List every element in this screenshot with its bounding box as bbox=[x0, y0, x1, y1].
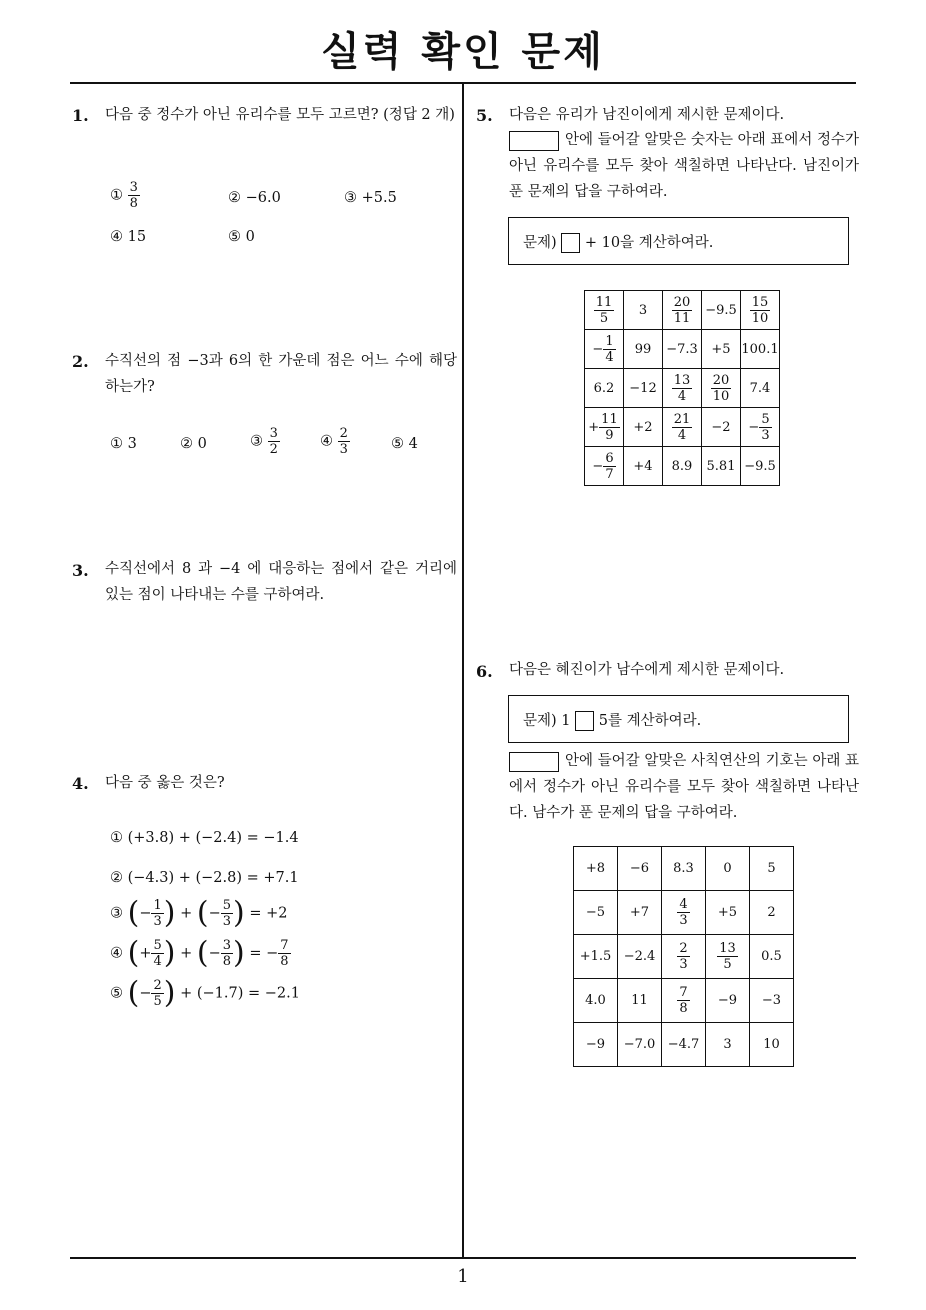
answer-blank bbox=[509, 752, 559, 772]
denominator: 3 bbox=[679, 913, 688, 928]
page-number: 1 bbox=[457, 1266, 469, 1287]
table-cell: −9 bbox=[706, 979, 750, 1023]
sign: − bbox=[592, 458, 604, 474]
table-row bbox=[574, 891, 794, 935]
table-cell: 99 bbox=[624, 330, 663, 369]
table-cell: 100.1 bbox=[741, 330, 780, 369]
table-cell: −9.5 bbox=[741, 447, 780, 486]
table-cell bbox=[706, 935, 750, 979]
table-cell bbox=[662, 979, 706, 1023]
question-number: 1. bbox=[72, 106, 89, 125]
numerator: 4 bbox=[679, 897, 688, 912]
fraction bbox=[711, 373, 732, 404]
fraction bbox=[151, 978, 163, 1009]
numerator: 21 bbox=[673, 411, 691, 427]
q1-option-2: ② −6.0 bbox=[228, 190, 281, 206]
question-intro: 다음은 유리가 남진이에게 제시한 문제이다. bbox=[509, 107, 785, 123]
question-intro: 다음은 혜진이가 남수에게 제시한 문제이다. bbox=[509, 662, 785, 678]
denominator: 4 bbox=[677, 388, 687, 404]
fraction bbox=[759, 412, 771, 443]
denominator: 10 bbox=[751, 310, 769, 326]
fraction bbox=[603, 334, 615, 365]
denominator: 10 bbox=[712, 388, 730, 404]
denominator: 5 bbox=[153, 994, 162, 1009]
q1-option-3: ③ +5.5 bbox=[344, 190, 397, 206]
numerator: 20 bbox=[673, 294, 691, 310]
fraction bbox=[128, 180, 140, 211]
table-cell: +7 bbox=[618, 891, 662, 935]
table-cell: 5.81 bbox=[702, 447, 741, 486]
numerator: 11 bbox=[601, 411, 618, 427]
q2-option-2: ② 0 bbox=[180, 436, 207, 452]
option-mark: ① bbox=[110, 187, 123, 204]
q4-option-3: ③ (− $\frac{1}{3}$ ) + (− $\frac{5}{3}$ ) = +2 bbox=[110, 895, 288, 931]
table-row bbox=[585, 291, 780, 330]
question-number: 6. bbox=[476, 662, 493, 681]
sign: − bbox=[748, 419, 760, 435]
table-cell: +1.5 bbox=[574, 935, 618, 979]
table-row bbox=[574, 1023, 794, 1067]
fraction bbox=[599, 412, 620, 443]
table-cell: +8 bbox=[574, 847, 618, 891]
question-number: 4. bbox=[72, 774, 89, 793]
q1-option-1 bbox=[110, 180, 140, 211]
table-cell bbox=[741, 408, 780, 447]
table-cell bbox=[585, 291, 624, 330]
question-text: 다음 중 정수가 아닌 유리수를 모두 고르면? (정답 2 개) bbox=[105, 107, 455, 123]
denominator: 8 bbox=[129, 196, 138, 211]
numerator: 3 bbox=[269, 426, 278, 441]
table-cell: 8.3 bbox=[662, 847, 706, 891]
table-cell: 3 bbox=[706, 1023, 750, 1067]
q2-option-5: ⑤ 4 bbox=[391, 436, 418, 452]
table-cell: −7.3 bbox=[663, 330, 702, 369]
option-mark: ④ bbox=[320, 433, 333, 450]
numerator: 5 bbox=[222, 898, 232, 913]
table-cell: −9.5 bbox=[702, 291, 741, 330]
denominator: 3 bbox=[761, 427, 770, 443]
q1-option-5: ⑤ 0 bbox=[228, 229, 255, 245]
table-cell: −2.4 bbox=[618, 935, 662, 979]
numerator: 13 bbox=[673, 372, 691, 388]
question-text: 수직선의 점 −3과 6의 한 가운데 점은 어느 수에 해당하는가? bbox=[105, 353, 457, 395]
fraction bbox=[278, 938, 290, 969]
q4-option-4: ④ (+ $\frac{5}{4}$ ) + (− $\frac{3}{8}$ ) = − $\frac{7}{8}$ bbox=[110, 935, 289, 971]
fraction bbox=[151, 898, 163, 929]
fraction bbox=[672, 295, 693, 326]
table-cell: +2 bbox=[624, 408, 663, 447]
table-row bbox=[585, 408, 780, 447]
table-cell bbox=[702, 369, 741, 408]
number-table bbox=[584, 290, 780, 486]
table-cell bbox=[663, 291, 702, 330]
box-suffix: 5를 계산하여라. bbox=[598, 713, 702, 729]
denominator: 8 bbox=[222, 954, 232, 969]
table-cell bbox=[585, 447, 624, 486]
denominator: 3 bbox=[339, 442, 348, 457]
table-cell: 0 bbox=[706, 847, 750, 891]
table-cell bbox=[663, 369, 702, 408]
table-row bbox=[585, 369, 780, 408]
result: = +2 bbox=[249, 905, 288, 922]
denominator: 3 bbox=[679, 957, 688, 972]
bottom-rule bbox=[70, 1257, 856, 1259]
table-row bbox=[574, 935, 794, 979]
numerator: 2 bbox=[153, 978, 162, 993]
fraction bbox=[151, 938, 163, 969]
question-text: 안에 들어갈 알맞은 숫자는 아래 표에서 정수가 아닌 유리수를 모두 찾아 색칠하면 나타난다. 남진이가 푼 문제의 답을 구하여라. bbox=[509, 132, 859, 200]
box-prefix: 문제) 1 bbox=[523, 713, 571, 729]
sign: − bbox=[208, 905, 221, 922]
denominator: 2 bbox=[269, 442, 278, 457]
table-cell: −6 bbox=[618, 847, 662, 891]
question-text: 안에 들어갈 알맞은 사칙연산의 기호는 아래 표에서 정수가 아닌 유리수를 모두 찾아 색칠하면 나타난다. 남수가 푼 문제의 답을 구하여라. bbox=[509, 753, 859, 821]
table-cell: 7.4 bbox=[741, 369, 780, 408]
numerator: 2 bbox=[679, 941, 688, 956]
fraction bbox=[221, 898, 233, 929]
table-cell: 11 bbox=[618, 979, 662, 1023]
q2-option-1: ① 3 bbox=[110, 436, 137, 452]
option-mark: ③ bbox=[250, 433, 263, 450]
table-row bbox=[574, 979, 794, 1023]
operator: + bbox=[180, 905, 193, 922]
denominator: 8 bbox=[679, 1001, 688, 1016]
answer-blank bbox=[575, 711, 594, 731]
table-row bbox=[585, 330, 780, 369]
question-number: 2. bbox=[72, 352, 89, 371]
fraction bbox=[221, 938, 233, 969]
denominator: 7 bbox=[605, 466, 614, 482]
numerator: 15 bbox=[751, 294, 769, 310]
table-cell: −3 bbox=[750, 979, 794, 1023]
table-cell bbox=[741, 291, 780, 330]
expression-rest: + (−1.7) = −2.1 bbox=[180, 985, 300, 1002]
operator: + bbox=[180, 945, 193, 962]
q2-option-4 bbox=[320, 426, 350, 457]
table-cell: 5 bbox=[750, 847, 794, 891]
fraction bbox=[603, 451, 615, 482]
fraction bbox=[672, 373, 693, 404]
table-cell: 4.0 bbox=[574, 979, 618, 1023]
sign: − bbox=[592, 341, 604, 357]
table-cell: −9 bbox=[574, 1023, 618, 1067]
denominator: 3 bbox=[153, 914, 162, 929]
table-cell: 3 bbox=[624, 291, 663, 330]
number-table bbox=[573, 846, 794, 1067]
fraction bbox=[717, 941, 738, 972]
numerator: 3 bbox=[129, 180, 138, 195]
numerator: 3 bbox=[222, 938, 232, 953]
denominator: 4 bbox=[677, 427, 687, 443]
q4-option-1: ① (+3.8) + (−2.4) = −1.4 bbox=[110, 830, 299, 846]
option-mark: ③ bbox=[110, 905, 123, 922]
numerator: 1 bbox=[153, 898, 162, 913]
q1-option-4: ④ 15 bbox=[110, 229, 147, 245]
option-mark: ⑤ bbox=[110, 985, 123, 1002]
numerator: 11 bbox=[595, 294, 613, 310]
fraction bbox=[594, 295, 615, 326]
sign: + bbox=[588, 419, 600, 435]
table-cell: 6.2 bbox=[585, 369, 624, 408]
denominator: 3 bbox=[222, 914, 232, 929]
table-cell: −2 bbox=[702, 408, 741, 447]
denominator: 11 bbox=[673, 310, 691, 326]
table-cell bbox=[662, 935, 706, 979]
table-cell: +5 bbox=[702, 330, 741, 369]
sign: − bbox=[139, 985, 152, 1002]
table-cell bbox=[662, 891, 706, 935]
question-text: 수직선에서 8 과 −4 에 대응하는 점에서 같은 거리에 있는 점이 나타내는 수를 구하여라. bbox=[105, 561, 457, 603]
box-suffix: + 10을 계산하여라. bbox=[584, 235, 714, 251]
problem-box bbox=[508, 695, 849, 743]
denominator: 8 bbox=[280, 954, 289, 969]
numerator: 2 bbox=[339, 426, 348, 441]
table-cell: 2 bbox=[750, 891, 794, 935]
fraction bbox=[677, 897, 689, 928]
fraction bbox=[338, 426, 350, 457]
table-row bbox=[574, 847, 794, 891]
question-number: 3. bbox=[72, 561, 89, 580]
sign: + bbox=[139, 945, 152, 962]
fraction bbox=[677, 985, 689, 1016]
box-prefix: 문제) bbox=[523, 235, 557, 251]
denominator: 5 bbox=[723, 957, 732, 972]
numerator: 13 bbox=[719, 941, 736, 956]
table-cell bbox=[585, 330, 624, 369]
table-cell: 10 bbox=[750, 1023, 794, 1067]
numerator: 6 bbox=[605, 450, 614, 466]
fraction bbox=[677, 941, 689, 972]
sign: − bbox=[139, 905, 152, 922]
question-number: 5. bbox=[476, 106, 493, 125]
fraction bbox=[268, 426, 280, 457]
answer-blank bbox=[509, 131, 559, 151]
table-cell: 8.9 bbox=[663, 447, 702, 486]
problem-box bbox=[508, 217, 849, 265]
result: = − bbox=[249, 945, 279, 962]
fraction bbox=[750, 295, 771, 326]
table-cell: −5 bbox=[574, 891, 618, 935]
numerator: 1 bbox=[605, 333, 614, 349]
table-cell: 0.5 bbox=[750, 935, 794, 979]
sign: − bbox=[208, 945, 221, 962]
question-text: 다음 중 옳은 것은? bbox=[105, 775, 225, 791]
denominator: 4 bbox=[605, 349, 614, 365]
table-cell: −7.0 bbox=[618, 1023, 662, 1067]
option-mark: ④ bbox=[110, 945, 123, 962]
table-row bbox=[585, 447, 780, 486]
numerator: 5 bbox=[761, 411, 770, 427]
denominator: 9 bbox=[605, 427, 614, 443]
fraction bbox=[672, 412, 693, 443]
numerator: 7 bbox=[280, 938, 289, 953]
table-cell: +4 bbox=[624, 447, 663, 486]
table-cell bbox=[663, 408, 702, 447]
table-cell: −4.7 bbox=[662, 1023, 706, 1067]
denominator: 4 bbox=[153, 954, 162, 969]
denominator: 5 bbox=[599, 310, 609, 326]
table-cell: −12 bbox=[624, 369, 663, 408]
q2-option-3 bbox=[250, 426, 280, 457]
numerator: 20 bbox=[712, 372, 730, 388]
table-cell: +5 bbox=[706, 891, 750, 935]
q4-option-5: ⑤ (− $\frac{2}{5}$ ) + (−1.7) = −2.1 bbox=[110, 975, 300, 1011]
numerator: 7 bbox=[679, 985, 688, 1000]
numerator: 5 bbox=[153, 938, 162, 953]
table-cell bbox=[585, 408, 624, 447]
answer-blank bbox=[561, 233, 580, 253]
page-title: 실력 확인 문제 bbox=[321, 29, 605, 75]
q4-option-2: ② (−4.3) + (−2.8) = +7.1 bbox=[110, 870, 299, 886]
column-divider bbox=[462, 83, 464, 1258]
